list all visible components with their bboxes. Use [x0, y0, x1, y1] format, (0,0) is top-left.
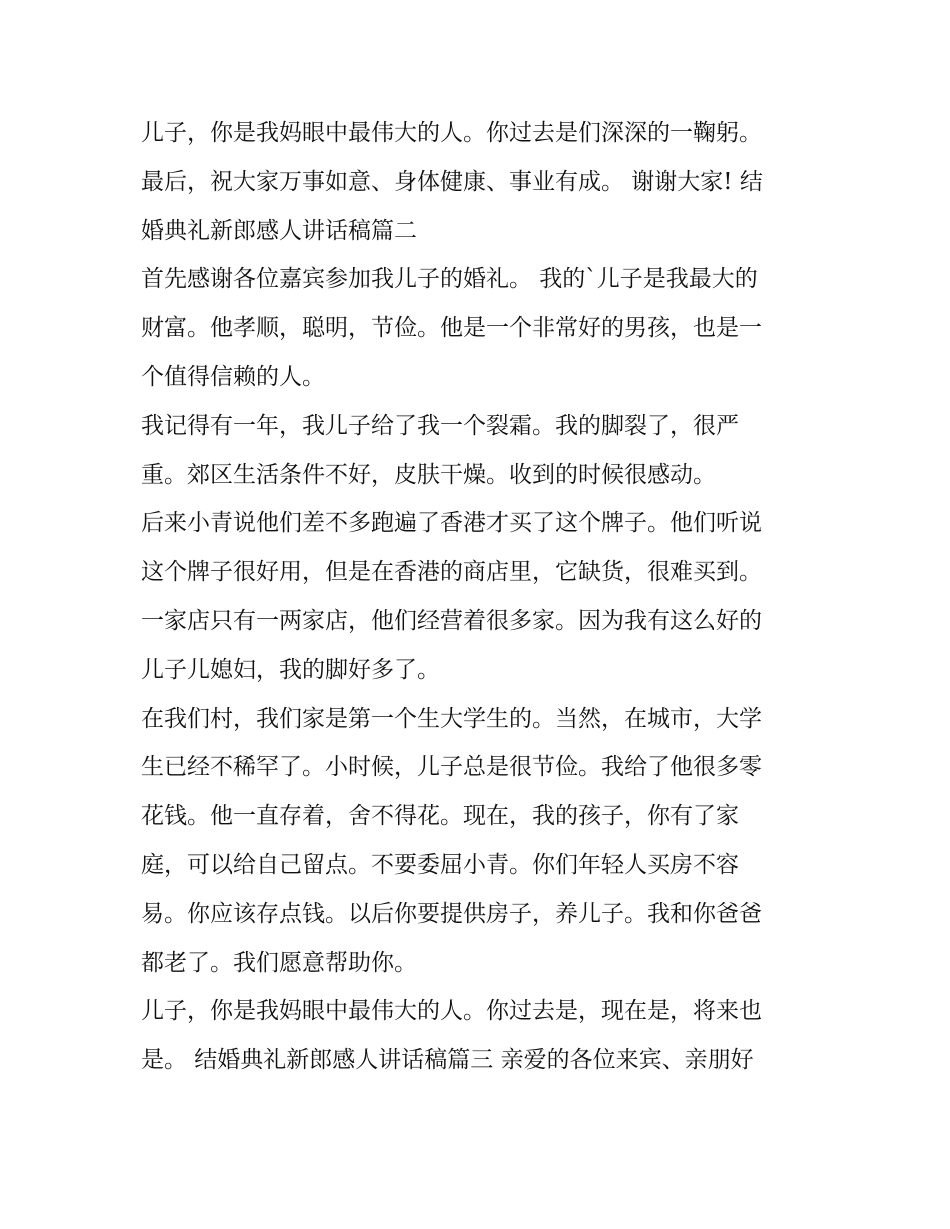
text-line: 婚典礼新郎感人讲话稿篇二	[141, 217, 417, 244]
text-line: 在我们村，我们家是第一个生大学生的。当然，在城市，大学	[141, 705, 762, 732]
text-line: 这个牌子很好用，但是在香港的商店里，它缺货，很难买到。	[141, 559, 762, 586]
text-line: 花钱。他一直存着，舍不得花。现在，我的孩子，你有了家	[141, 803, 739, 830]
text-line: 庭，可以给自己留点。不要委屈小青。你们年轻人买房不容	[141, 851, 739, 878]
text-line: 儿子，你是我妈眼中最伟大的人。你过去是，现在是，将来也	[141, 998, 762, 1025]
text-line: 一家店只有一两家店，他们经营着很多家。因为我有这么好的	[141, 607, 762, 634]
text-line: 易。你应该存点钱。以后你要提供房子，养儿子。我和你爸爸	[141, 900, 762, 927]
text-line: 首先感谢各位嘉宾参加我儿子的婚礼。 我的`儿子是我最大的	[141, 266, 758, 293]
text-line: 最后，祝大家万事如意、身体健康、事业有成。 谢谢大家! 结	[141, 168, 763, 195]
text-line: 个值得信赖的人。	[141, 363, 325, 390]
text-line: 后来小青说他们差不多跑遍了香港才买了这个牌子。他们听说	[141, 510, 762, 537]
text-line: 是。 结婚典礼新郎感人讲话稿篇三 亲爱的各位来宾、亲朋好	[141, 1047, 754, 1074]
text-line: 我记得有一年，我儿子给了我一个裂霜。我的脚裂了，很严	[141, 412, 739, 439]
text-line: 生已经不稀罕了。小时候，儿子总是很节俭。我给了他很多零	[141, 754, 762, 781]
text-line: 财富。他孝顺，聪明，节俭。他是一个非常好的男孩，也是一	[141, 315, 762, 342]
text-line: 儿子，你是我妈眼中最伟大的人。你过去是们深深的一鞠躬。	[141, 120, 762, 146]
text-line: 儿子儿媳妇，我的脚好多了。	[141, 656, 440, 683]
text-line: 都老了。我们愿意帮助你。	[141, 949, 417, 976]
document-body	[141, 109, 821, 1085]
text-line: 重。郊区生活条件不好，皮肤干燥。收到的时候很感动。	[141, 461, 716, 488]
